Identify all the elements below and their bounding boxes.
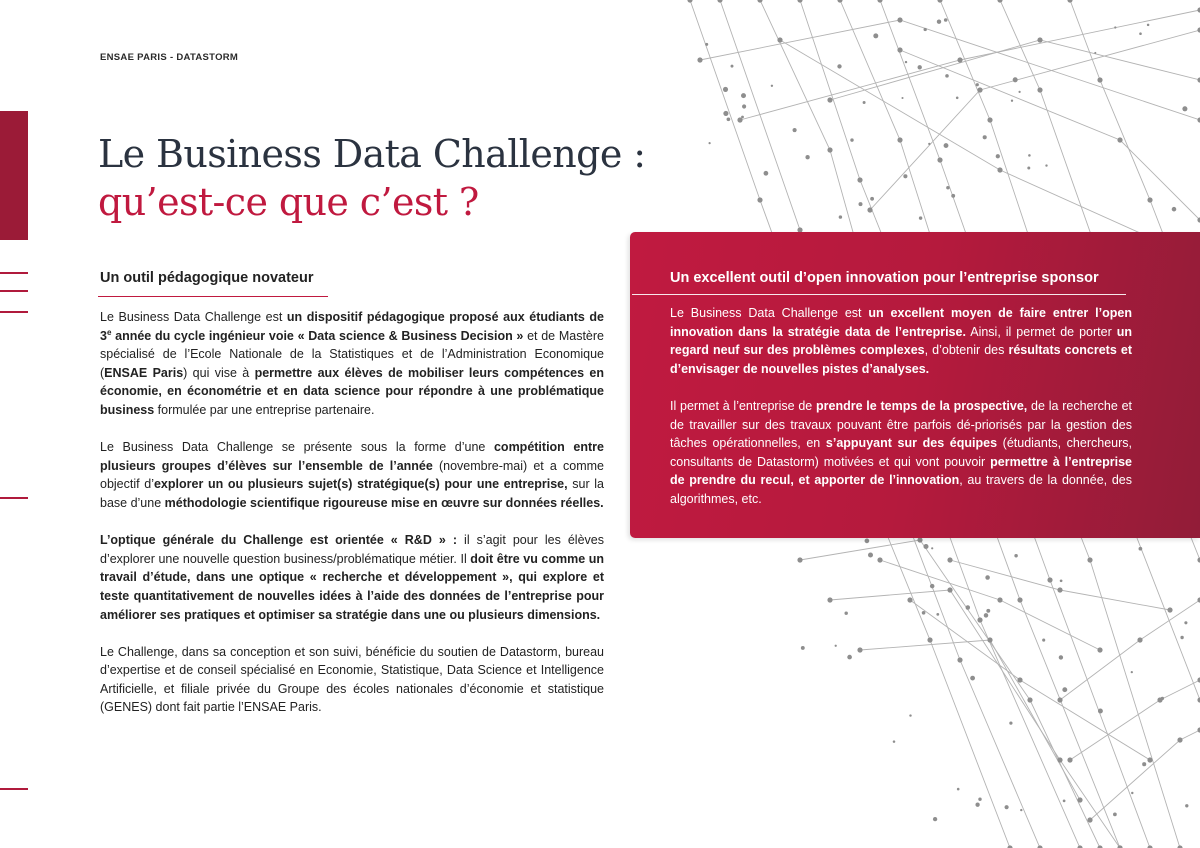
network-node [1097, 647, 1102, 652]
text-run: prendre le temps de la prospective, [816, 398, 1028, 413]
text-run: ENSAE Paris [104, 365, 184, 380]
text-run: un dispositif pédagogique proposé aux étudiants de 3 [100, 310, 604, 343]
network-dot [944, 143, 949, 148]
network-node [947, 557, 952, 562]
network-node [907, 597, 912, 602]
network-dot [944, 18, 948, 22]
network-dot [983, 135, 987, 139]
sponsor-box-underline [632, 294, 1126, 295]
network-line [1060, 600, 1200, 700]
network-dot [923, 544, 928, 549]
network-dot [741, 93, 746, 98]
network-node [1017, 597, 1022, 602]
network-node [1017, 677, 1022, 682]
text-run: un regard neuf sur des problèmes complexes [670, 324, 1132, 358]
network-node [1037, 37, 1042, 42]
text-run: (étudiants, chercheurs, consultants de Datastorm) motivées et qui vont pouvoir [670, 436, 1132, 469]
text-run: et de Mastère spécialisé de l’Ecole Nationale de la Statistiques et de l’Administration Economique ( [100, 328, 604, 380]
text-run: Le Business Data Challenge est [670, 306, 869, 320]
network-node [937, 157, 942, 162]
page-title [98, 130, 645, 226]
network-dot [723, 111, 728, 116]
network-dot [970, 676, 975, 681]
network-dot [918, 65, 922, 69]
left-section-underline [98, 296, 328, 297]
text-run: doit être vu comme un travail d’étude, dans une optique « recherche et développement », qui explore et teste quantitativement de nouvelles idées à l’aide des données de l’entreprise pour améliorer ses pratiques et optimiser sa stratégie dans une ou plusieurs dimensions. [100, 551, 605, 622]
network-node [977, 617, 982, 622]
network-dot [1182, 106, 1187, 111]
network-node [777, 37, 782, 42]
text-run: résultats concrets et d’envisager de nouvelles pistes d’analyses. [670, 343, 1133, 376]
network-line [1070, 680, 1200, 760]
network-dot [976, 83, 979, 86]
network-node [1177, 737, 1182, 742]
network-dot [996, 154, 1000, 158]
network-dot [978, 797, 981, 800]
text-run: , d’obtenir des [924, 343, 1009, 358]
network-dot [951, 194, 955, 198]
sponsor-info-box [630, 232, 1200, 538]
network-dot [1009, 721, 1012, 724]
network-node [997, 167, 1002, 172]
text-run: il s’agit pour les élèves d’explorer une nouvelle question business/problématique métier. Il [100, 533, 604, 566]
text-run: ) qui vise à [183, 365, 255, 380]
network-dot [835, 645, 837, 647]
network-node [1077, 797, 1082, 802]
network-dot [870, 197, 874, 201]
network-node [957, 57, 962, 62]
network-node [917, 537, 922, 542]
left-accent-block [0, 111, 28, 240]
network-node [1067, 757, 1072, 762]
network-dot [1131, 671, 1133, 673]
network-dot [946, 186, 949, 189]
network-dot [850, 138, 853, 141]
network-dot [936, 613, 939, 616]
text-run: explorer un ou plusieurs sujet(s) stratégique(s) pour une entreprise, [153, 477, 568, 492]
network-dot [937, 19, 941, 23]
network-dot [727, 117, 731, 121]
network-node [757, 197, 762, 202]
left-paragraph [100, 643, 604, 717]
network-node [1037, 87, 1042, 92]
left-paragraph [100, 531, 604, 624]
network-dot [1062, 687, 1067, 692]
network-dot [1059, 655, 1063, 659]
network-dot [805, 155, 809, 159]
network-node [997, 0, 1002, 3]
network-node [897, 17, 902, 22]
text-run: , au travers de la donnée, des algorithmes, etc. [670, 473, 1132, 506]
sponsor-box-heading: Un excellent outil d’open innovation pour l’entreprise sponsor [670, 270, 1099, 286]
network-node [897, 137, 902, 142]
network-dot [1180, 636, 1183, 639]
network-node [1047, 577, 1052, 582]
left-paragraph [100, 438, 604, 512]
network-dot [859, 202, 863, 206]
network-node [1147, 757, 1152, 762]
network-line [950, 560, 1170, 610]
network-dot [924, 28, 927, 31]
network-dot [957, 788, 960, 791]
text-run: Ainsi, il permet de porter [965, 324, 1117, 339]
left-section-heading: Un outil pédagogique novateur [100, 270, 314, 286]
network-dot [975, 803, 979, 807]
network-dot [905, 61, 907, 63]
text-run: Le Business Data Challenge est [100, 310, 287, 324]
left-accent-bar-3 [0, 311, 28, 313]
network-node [927, 637, 932, 642]
network-dot [945, 74, 949, 78]
text-run: sur la base d’une [100, 477, 604, 510]
network-dot [1184, 621, 1187, 624]
network-dot [1114, 26, 1116, 28]
text-run: de la recherche et de travailler sur des travaux pouvant être parfois dé-priorisés par la gestion des tâches opérationnelles, en [670, 398, 1132, 451]
network-node [857, 177, 862, 182]
text-run: formulée par une entreprise partenaire. [154, 402, 375, 417]
text-run: permettre aux élèves de mobiliser leurs compétences en économie, en économétrie et en data science pour répondre à une problématique business [100, 365, 604, 417]
network-dot [1020, 809, 1022, 811]
left-accent-bar-4 [0, 497, 28, 499]
network-dot [868, 553, 873, 558]
network-node [827, 597, 832, 602]
network-dot [847, 655, 852, 660]
page-title-line-2: qu’est-ce que c’est ? [98, 180, 479, 224]
network-node [957, 657, 962, 662]
left-paragraph [100, 308, 604, 420]
text-run: Le Challenge, dans sa conception et son suivi, bénéficie du soutien de Datastorm, bureau d’expertise et de conseil spécialisé en Economie, Statistique, Data Science et Intelligence Artificielle, et filiale privée du Groupe des écoles nationales d’économie et statistique (GENES) dont fait partie l’ENSAE Paris. [100, 644, 604, 715]
network-node [1067, 0, 1072, 3]
network-dot [709, 142, 711, 144]
text-run: L’optique générale du Challenge est orientée « R&D » : [100, 533, 458, 548]
network-dot [1027, 167, 1030, 170]
network-dot [1142, 762, 1146, 766]
network-dot [984, 613, 989, 618]
network-dot [1139, 32, 1142, 35]
network-dot [931, 547, 933, 549]
page-title-line-1: Le Business Data Challenge : [98, 132, 646, 176]
network-dot [1013, 77, 1018, 82]
network-node [827, 97, 832, 102]
network-node [937, 0, 942, 3]
text-run: un excellent moyen de faire entrer l’open innovation dans la stratégie data de l’entreprise. [670, 306, 1132, 339]
network-node [1057, 757, 1062, 762]
network-line [1090, 730, 1200, 820]
network-dot [928, 143, 930, 145]
network-dot [1172, 207, 1177, 212]
network-node [837, 0, 842, 3]
network-node [827, 147, 832, 152]
network-node [687, 0, 692, 3]
network-node [1137, 637, 1142, 642]
network-dot [933, 817, 937, 821]
network-node [1057, 697, 1062, 702]
network-node [797, 557, 802, 562]
network-line [800, 540, 1100, 848]
network-dot [919, 216, 922, 219]
network-dot [793, 128, 797, 132]
network-line [830, 590, 1120, 848]
network-dot [1063, 800, 1066, 803]
network-node [997, 597, 1002, 602]
network-dot [1139, 547, 1143, 551]
network-dot [873, 33, 878, 38]
network-node [877, 0, 882, 3]
network-dot [731, 65, 734, 68]
left-accent-bar-5 [0, 788, 28, 790]
network-node [1147, 197, 1152, 202]
network-dot [1011, 100, 1013, 102]
network-dot [985, 575, 990, 580]
network-dot [742, 104, 746, 108]
text-run: permettre à l’entreprise de prendre du recul, et apporter de l’innovation [670, 454, 1132, 488]
network-dot [909, 714, 911, 716]
network-dot [1028, 154, 1031, 157]
network-node [697, 57, 702, 62]
text-run: (novembre-mai) et a comme objectif d’ [100, 458, 604, 492]
network-dot [801, 646, 805, 650]
sponsor-body-text [670, 304, 1132, 527]
network-node [1057, 587, 1062, 592]
network-node [857, 647, 862, 652]
network-dot [705, 43, 708, 46]
network-node [1117, 137, 1122, 142]
text-run: e [106, 327, 112, 337]
document-header-label: ENSAE PARIS - DATASTORM [100, 52, 239, 63]
network-dot [1098, 709, 1103, 714]
network-node [717, 0, 722, 3]
network-node [757, 0, 762, 3]
network-node [987, 637, 992, 642]
network-dot [837, 64, 841, 68]
network-node [897, 47, 902, 52]
network-dot [903, 174, 907, 178]
network-dot [1094, 52, 1096, 54]
network-dot [741, 116, 744, 119]
text-run: année du cycle ingénieur voie « Data science & Business Decision » [111, 328, 524, 343]
network-node [1027, 697, 1032, 702]
text-run: méthodologie scientifique rigoureuse mise en œuvre sur données réelles. [164, 495, 604, 510]
text-run: s’appuyant sur des équipes [825, 436, 998, 451]
network-line [860, 640, 1080, 800]
network-dot [901, 97, 903, 99]
network-dot [1005, 805, 1009, 809]
text-run: Il permet à l’entreprise de [670, 398, 816, 413]
left-accent-bar-2 [0, 290, 28, 292]
network-dot [1161, 697, 1164, 700]
network-line [870, 30, 1200, 210]
network-dot [865, 539, 870, 544]
sponsor-paragraph [670, 304, 1132, 378]
network-dot [1018, 91, 1020, 93]
network-node [1167, 607, 1172, 612]
network-dot [1014, 554, 1017, 557]
network-dot [893, 740, 896, 743]
network-dot [922, 611, 926, 615]
left-body-text [100, 308, 604, 736]
text-run: compétition entre plusieurs groupes d’élèves sur l’ensemble de l’année [100, 440, 604, 473]
network-dot [1131, 792, 1133, 794]
network-dot [764, 171, 769, 176]
network-dot [1045, 164, 1047, 166]
network-node [987, 117, 992, 122]
network-dot [986, 609, 990, 613]
network-node [867, 207, 872, 212]
network-node [947, 587, 952, 592]
network-node [877, 557, 882, 562]
network-node [977, 87, 982, 92]
network-dot [839, 215, 842, 218]
network-dot [1185, 804, 1188, 807]
network-dot [966, 605, 971, 610]
network-dot [844, 611, 847, 614]
network-node [797, 0, 802, 3]
network-dot [956, 97, 959, 100]
network-node [1087, 557, 1092, 562]
network-node [1097, 77, 1102, 82]
network-dot [863, 101, 866, 104]
network-dot [723, 87, 728, 92]
network-node [1087, 817, 1092, 822]
network-dot [771, 85, 773, 87]
left-accent-bar-1 [0, 272, 28, 274]
network-line [880, 560, 1100, 650]
network-line [780, 40, 1200, 260]
network-line [900, 50, 1200, 220]
text-run: Le Business Data Challenge se présente sous la forme d’une [100, 440, 494, 455]
network-dot [1113, 813, 1117, 817]
network-dot [1042, 639, 1045, 642]
sponsor-paragraph [670, 397, 1132, 509]
network-dot [1060, 579, 1063, 582]
network-dot [930, 584, 934, 588]
network-dot [1147, 24, 1150, 27]
